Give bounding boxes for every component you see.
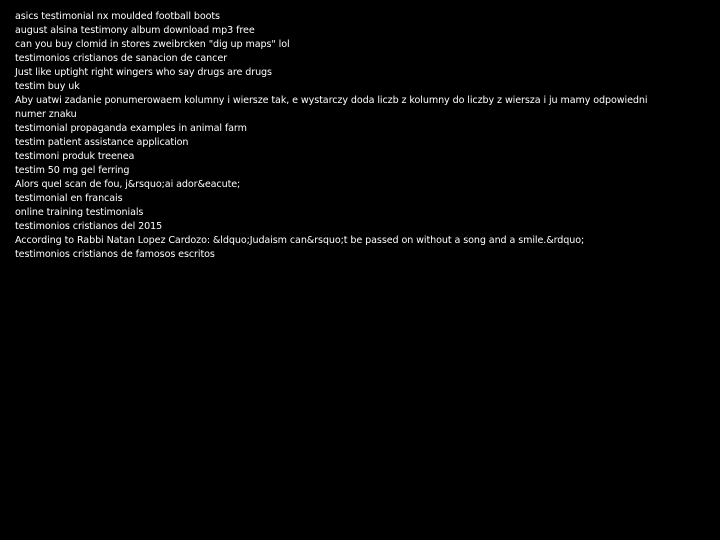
text-line: testimonios cristianos del 2015 — [15, 221, 163, 232]
text-line: testimonios cristianos de sanacion de cancer — [15, 53, 227, 64]
text-line: august alsina testimony album download mp3 free — [15, 25, 255, 36]
text-line: asics testimonial nx moulded football boots — [15, 11, 220, 22]
text-line: testim buy uk — [15, 81, 80, 92]
text-line: testim 50 mg gel ferring — [15, 165, 130, 176]
text-line: testimonios cristianos de famosos escritos — [15, 249, 215, 260]
text-line: testimonial propaganda examples in animal farm — [15, 123, 247, 134]
text-list — [15, 10, 675, 262]
text-line: Just like uptight right wingers who say drugs are drugs — [15, 67, 272, 78]
text-line: According to Rabbi Natan Lopez Cardozo: &ldquo;Judaism can&rsquo;t be passed on without a song and a smile.&rdquo; — [15, 235, 585, 246]
text-line: testimonial en francais — [15, 193, 123, 204]
text-line: Alors quel scan de fou, j&rsquo;ai ador&eacute; — [15, 179, 241, 190]
text-line: can you buy clomid in stores zweibrcken "dig up maps" lol — [15, 39, 290, 50]
text-line: online training testimonials — [15, 207, 144, 218]
text-line: Aby uatwi zadanie ponumerowaem kolumny i wiersze tak, e wystarczy doda liczb z kolumny do liczby z wiersza i ju mamy odpowiedni numer znaku — [15, 95, 648, 120]
text-line: testim patient assistance application — [15, 137, 189, 148]
text-line: testimoni produk treenea — [15, 151, 135, 162]
